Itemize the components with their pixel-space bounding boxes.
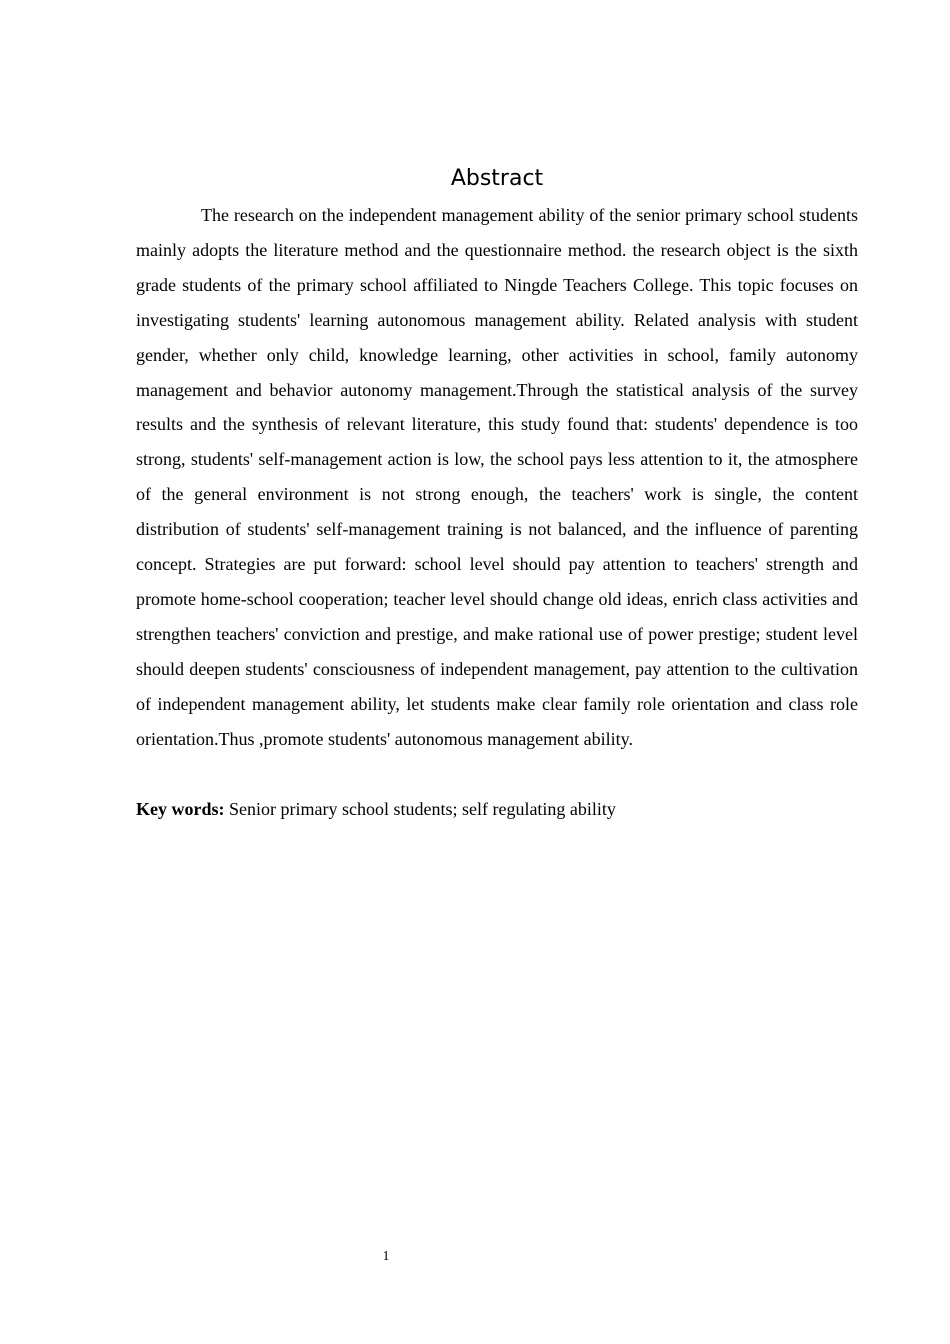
keywords-text: Senior primary school students; self regulating ability — [224, 799, 616, 819]
keywords-label: Key words: — [136, 799, 225, 819]
page-number: 1 — [382, 1249, 390, 1264]
abstract-body: The research on the independent management ability of the senior primary school students mainly adopts the literature method and the questionnaire method. the research object is the sixth grade students of the primary school affiliated to Ningde Teachers College. This topic focuses on investigating students' learning autonomous management ability. Related analysis with student gender, whether only child, knowledge learning, other activities in school, family autonomy management and behavior autonomy management.Through the statistical analysis of the survey results and the synthesis of relevant literature, this study found that: students' dependence is too strong, students' self-management action is low, the school pays less attention to it, the atmosphere of the general environment is not strong enough, the teachers' work is single, the content distribution of students' self-management training is not balanced, and the influence of parenting concept. Strategies are put forward: school level should pay attention to teachers' strength and promote home-school cooperation; teacher level should change old ideas, enrich class activities and strengthen teachers' conviction and prestige, and make rational use of power prestige; student level should deepen students' consciousness of independent management, pay attention to the cultivation of independent management ability, let students make clear family role orientation and class role orientation.Thus ,promote students' autonomous management ability. — [136, 205, 858, 749]
abstract-title: Abstract — [450, 166, 544, 191]
keywords-line — [136, 792, 858, 826]
